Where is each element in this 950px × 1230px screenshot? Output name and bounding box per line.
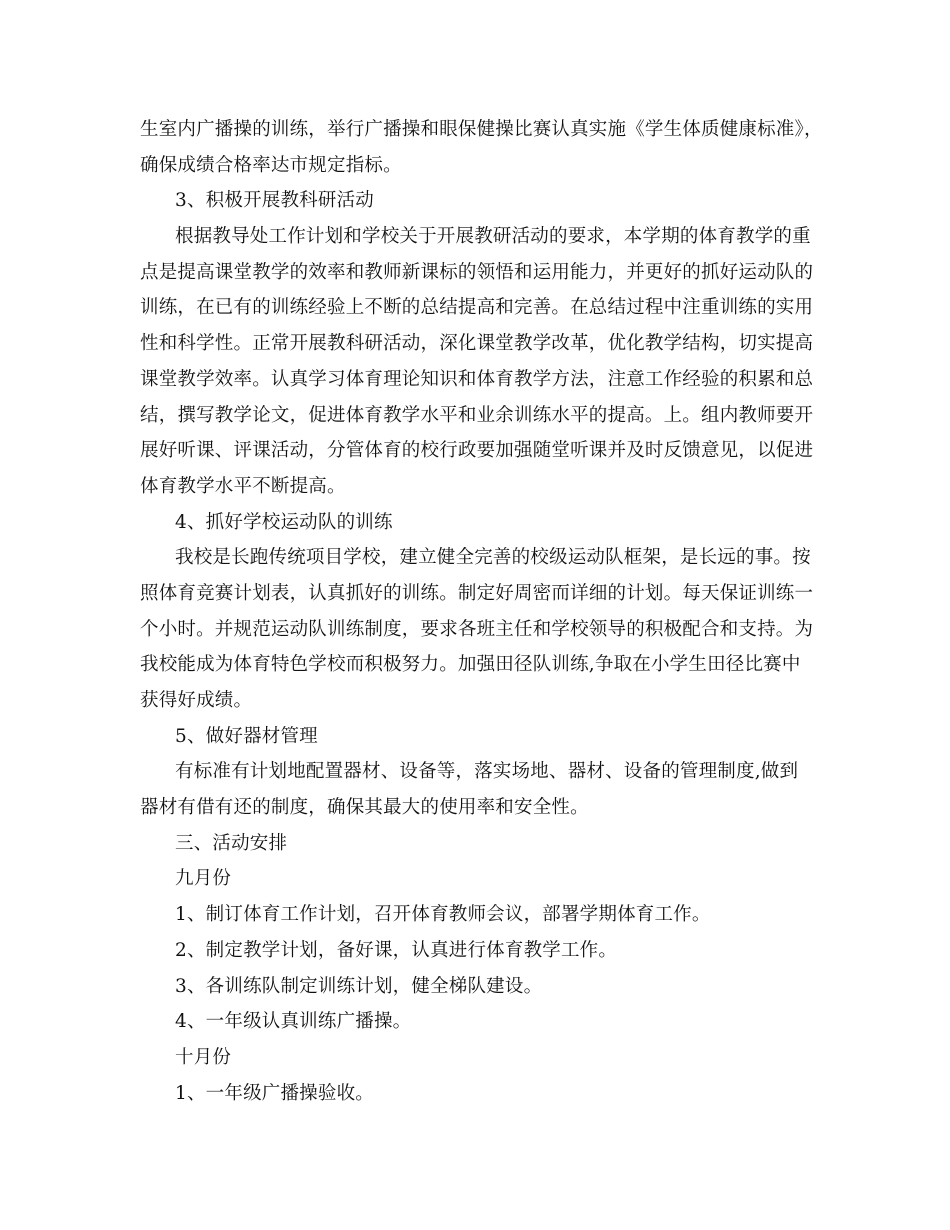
month-heading: 十月份 [175,1046,232,1068]
list-item: 4、一年级认真训练广播操。 [175,1011,412,1033]
list-item: 2、制定教学计划，备好课，认真进行体育教学工作。 [175,939,618,961]
section-heading: 3、积极开展教科研活动 [175,190,374,212]
paragraph-first-line: 我校是长跑传统项目学校，建立健全完善的校级运动队框架，是长远的事。按 [175,547,811,569]
text-line: 点是提高课堂教学的效率和教师新课标的领悟和运用能力，并更好的抓好运动队的 [140,261,814,283]
month-heading: 九月份 [175,868,232,890]
text-line: 生室内广播操的训练，举行广播操和眼保健操比赛认真实施《学生体质健康标准》， [140,119,823,140]
section-heading: 5、做好器材管理 [175,725,318,747]
text-line: 体育教学水平不断提高。 [140,475,346,497]
section-heading: 4、抓好学校运动队的训练 [175,511,393,533]
list-item: 3、各训练队制定训练计划，健全梯队建设。 [175,975,543,997]
paragraph-first-line: 根据教导处工作计划和学校关于开展教研活动的要求，本学期的体育教学的重 [175,226,811,248]
list-item: 1、一年级广播操验收。 [175,1082,374,1104]
text-line: 展好听课、评课活动，分管体育的校行政要加强随堂听课并及时反馈意见，以促进 [140,440,814,462]
paragraph-first-line: 有标准有计划地配置器材、设备等，落实场地、器材、设备的管理制度,做到 [175,761,799,783]
text-line: 我校能成为体育特色学校而积极努力。加强田径队训练,争取在小学生田径比赛中 [140,654,801,676]
text-line: 结，撰写教学论文，促进体育教学水平和业余训练水平的提高。上。组内教师要开 [140,404,814,426]
text-line: 课堂教学效率。认真学习体育理论知识和体育教学方法，注意工作经验的积累和总 [140,368,814,390]
text-line: 性和科学性。正常开展教科研活动，深化课堂教学改革，优化教学结构，切实提高 [140,333,814,355]
text-line: 照体育竞赛计划表，认真抓好的训练。制定好周密而详细的计划。每天保证训练一 [140,582,814,604]
text-line: 确保成绩合格率达市规定指标。 [140,154,402,176]
text-line: 获得好成绩。 [140,690,253,711]
section-heading: 三、活动安排 [175,832,288,854]
list-item: 1、制订体育工作计划，召开体育教师会议，部署学期体育工作。 [175,904,711,926]
text-line: 器材有借有还的制度，确保其最大的使用率和安全性。 [140,797,589,819]
text-line: 训练，在已有的训练经验上不断的总结提高和完善。在总结过程中注重训练的实用 [140,297,814,319]
document-body [140,112,822,1111]
text-line: 个小时。并规范运动队训练制度，要求各班主任和学校领导的积极配合和支持。为 [140,618,814,640]
